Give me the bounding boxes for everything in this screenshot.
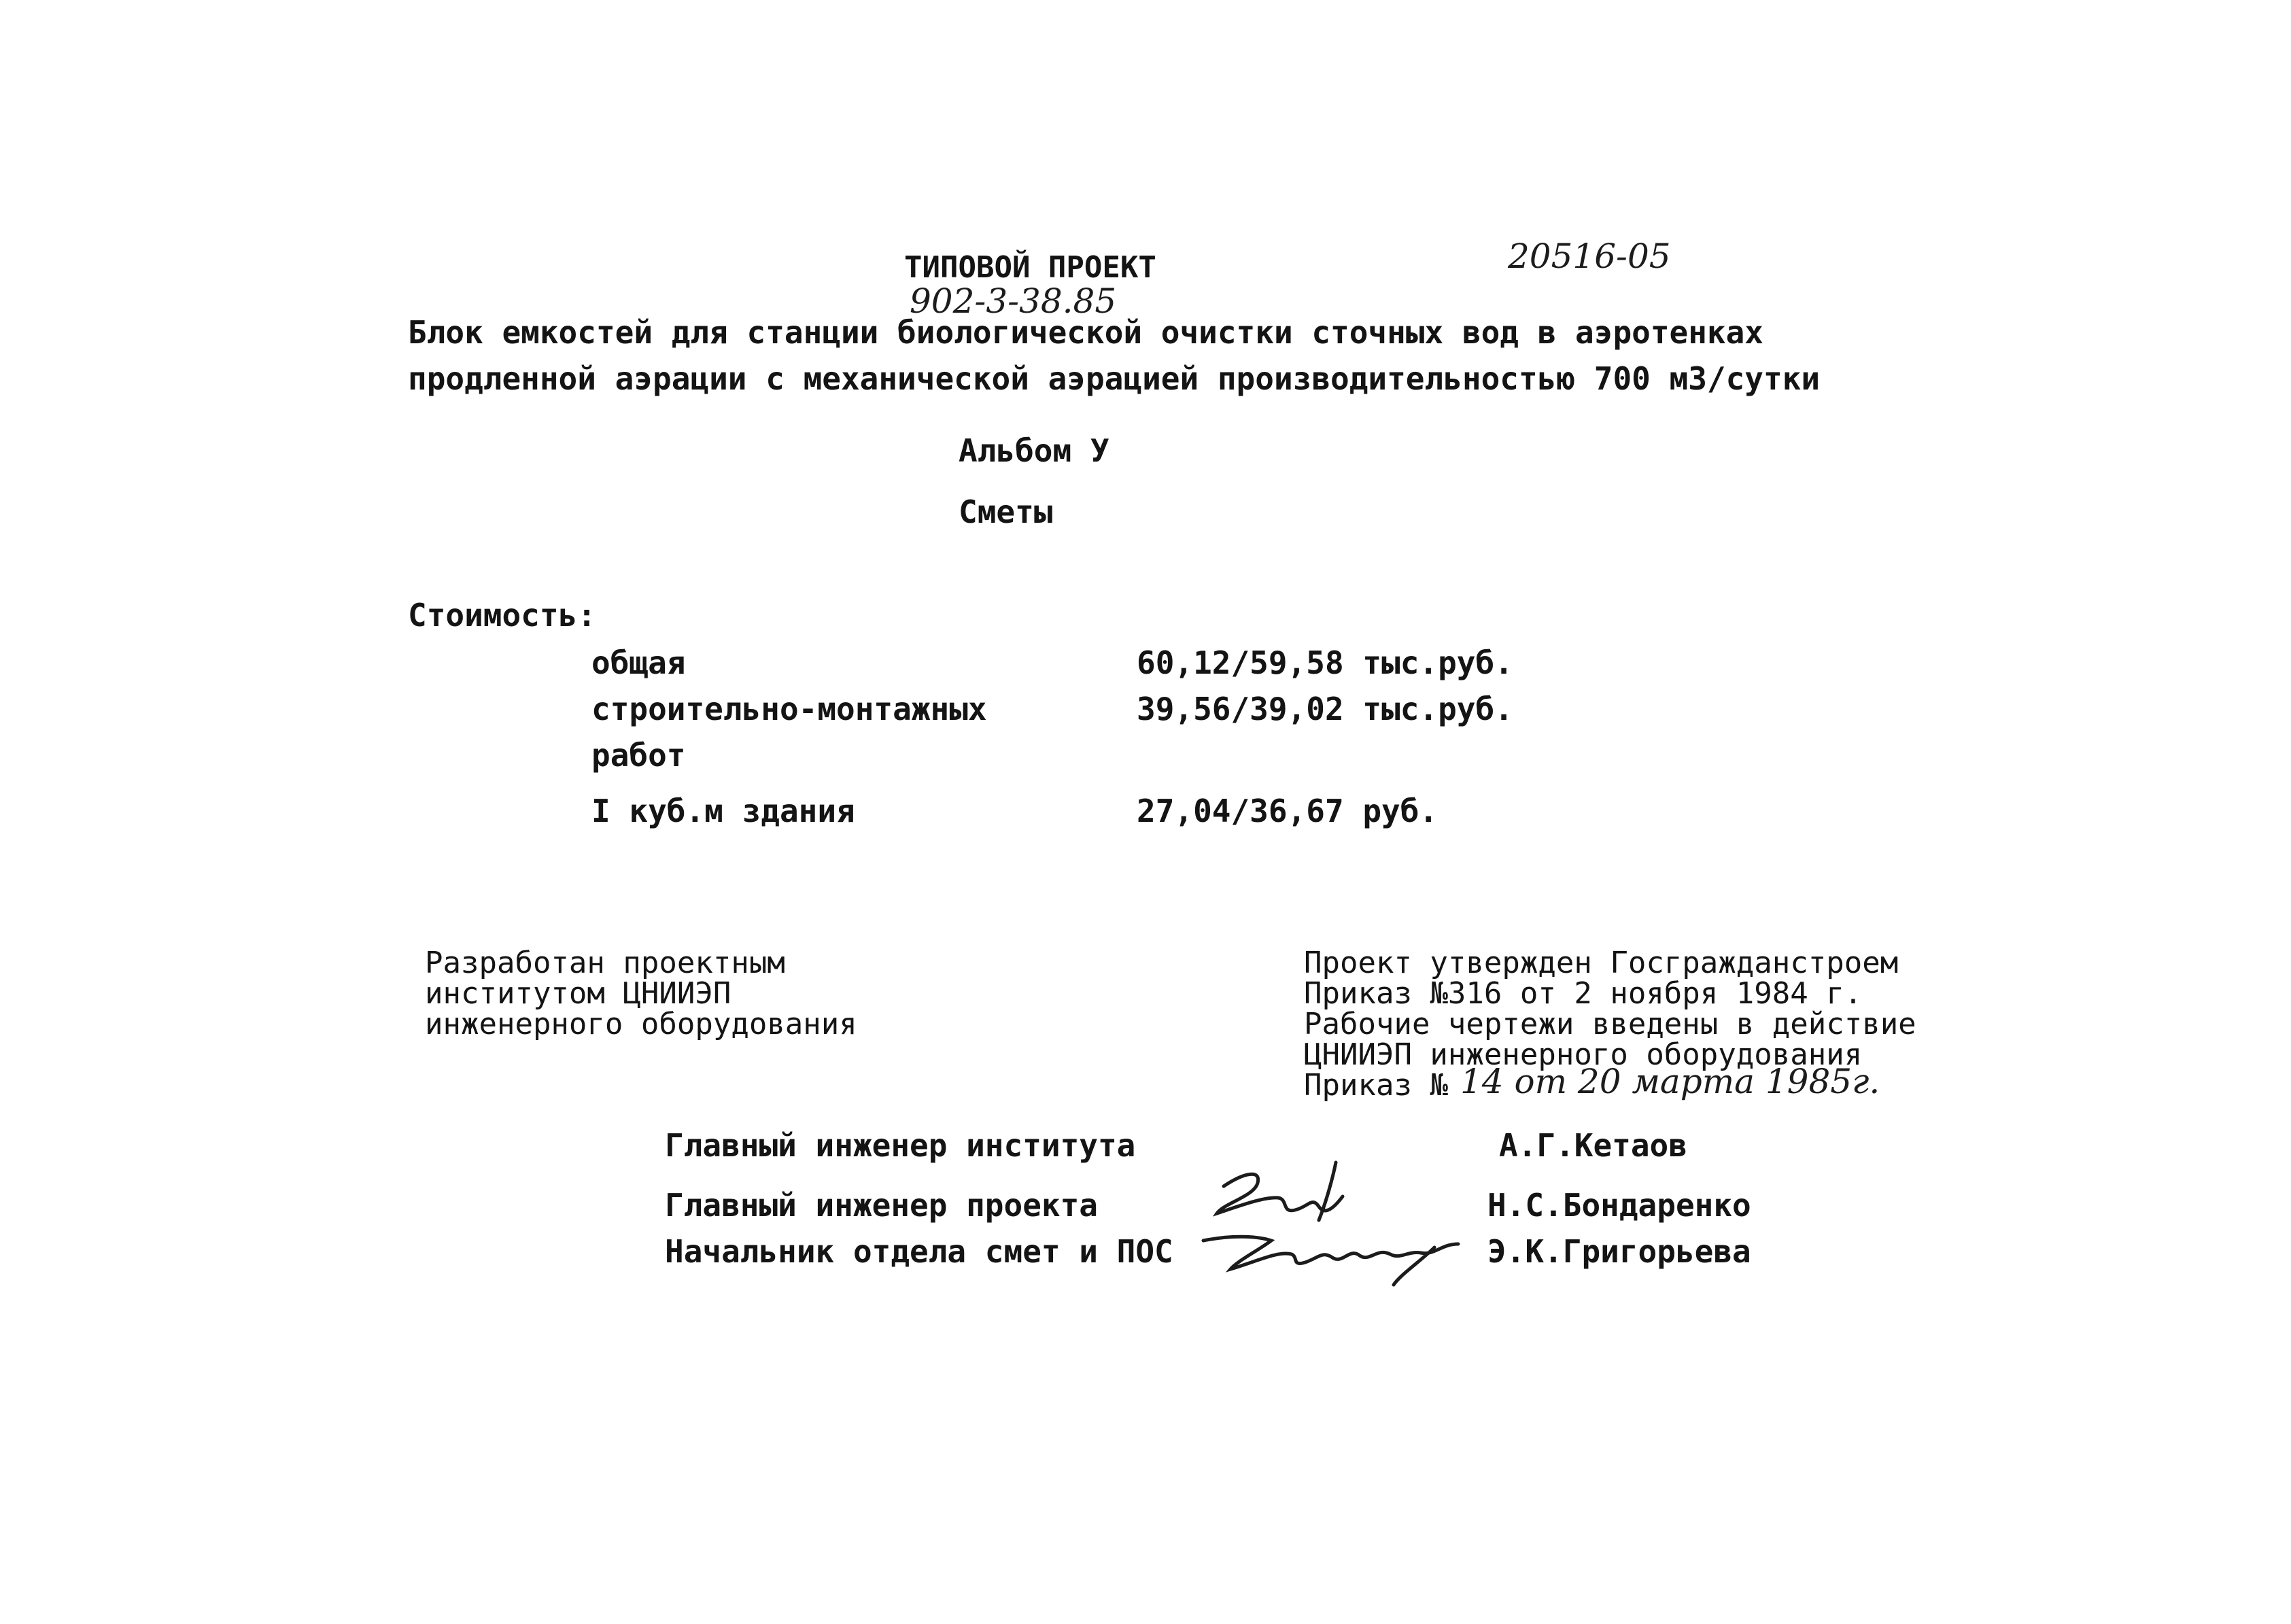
signature-position: Начальник отдела смет и ПОС	[665, 1233, 1173, 1270]
approval-line: Проект утвержден Госгражданстроем	[1304, 946, 1899, 980]
inventory-number: 20516-05	[1508, 237, 1671, 276]
doc-type: ТИПОВОЙ ПРОЕКТ	[904, 250, 1156, 285]
cost-row-name: общая	[591, 644, 686, 681]
cost-row-name: I куб.м здания	[591, 793, 855, 829]
approval-line: ЦНИИЭП инженерного оборудования	[1304, 1037, 1863, 1072]
developer-line: Разработан проектным	[425, 946, 785, 980]
approval-line: Рабочие чертежи введены в действие	[1304, 1007, 1916, 1041]
album-label: Альбом У	[959, 432, 1109, 469]
signature-name: А.Г.Кетаов	[1499, 1127, 1687, 1164]
approval-order-handwritten: 14 от 20 марта 1985г.	[1460, 1062, 1880, 1101]
signature-position: Главный инженер института	[665, 1127, 1136, 1164]
cost-row-name: строительно-монтажных	[591, 691, 987, 727]
cost-row-value: 39,56/39,02 тыс.руб.	[1137, 691, 1513, 727]
album-subject: Сметы	[959, 494, 1053, 530]
cost-label: Стоимость:	[408, 597, 596, 634]
signature-name: Э.К.Григорьева	[1487, 1233, 1751, 1270]
cost-row-value: 27,04/36,67 руб.	[1137, 793, 1439, 829]
handwritten-signature	[1196, 1220, 1496, 1288]
title-line-1: Блок емкостей для станции биологической очистки сточных вод в аэротенках	[408, 314, 1763, 351]
approval-order-prefix: Приказ №	[1304, 1068, 1448, 1103]
project-number: 902-3-38.85	[910, 281, 1117, 321]
title-line-2: продленной аэрации с механической аэрацией производительностью 700 м3/сутки	[408, 360, 1821, 397]
approval-line: Приказ №316 от 2 ноября 1984 г.	[1304, 976, 1863, 1011]
developer-line: институтом ЦНИИЭП	[425, 976, 731, 1011]
cost-row-value: 60,12/59,58 тыс.руб.	[1137, 644, 1513, 681]
cost-row-name: работ	[591, 737, 686, 774]
developer-line: инженерного оборудования	[425, 1007, 857, 1041]
signature-position: Главный инженер проекта	[665, 1187, 1098, 1224]
signature-name: Н.С.Бондаренко	[1487, 1187, 1751, 1224]
handwritten-signature	[1196, 1149, 1400, 1230]
